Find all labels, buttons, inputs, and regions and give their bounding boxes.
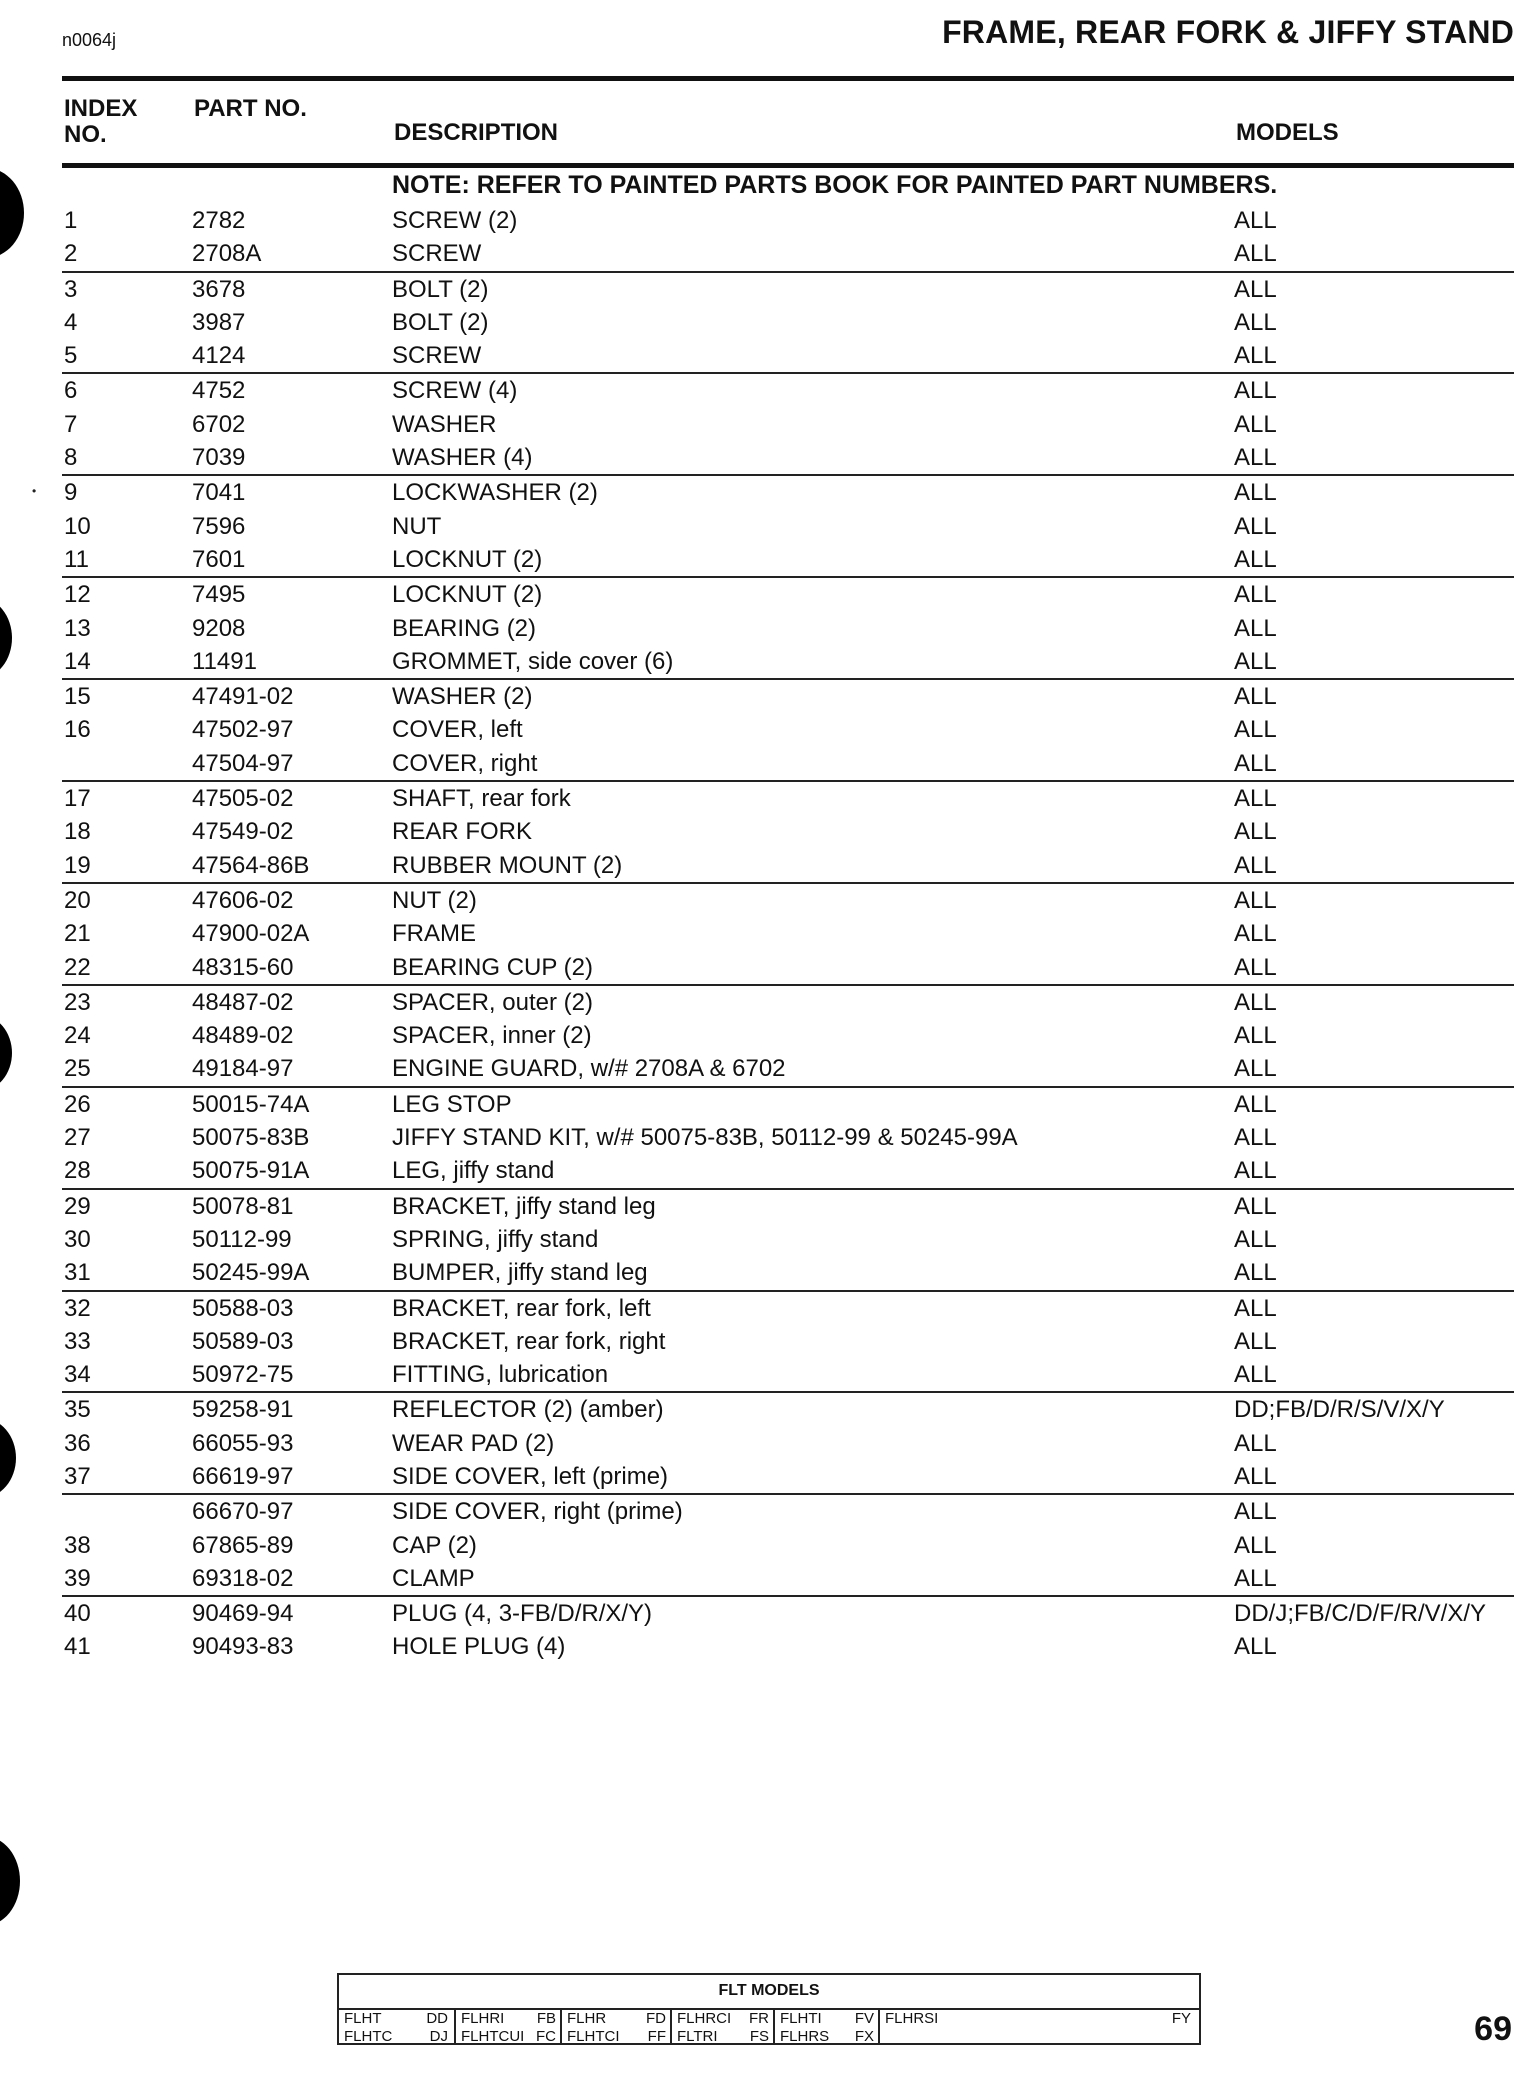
- part-number: 4752: [192, 377, 246, 405]
- part-index: 20: [64, 886, 91, 914]
- part-row: [62, 1460, 1514, 1493]
- part-row: [62, 678, 1514, 713]
- part-models: ALL: [1234, 614, 1277, 642]
- part-row: [62, 1427, 1514, 1460]
- part-index: 4: [64, 308, 78, 336]
- part-models: ALL: [1234, 1090, 1277, 1118]
- part-row: [62, 372, 1514, 407]
- part-index: 31: [64, 1259, 91, 1287]
- part-description: CAP (2): [392, 1531, 477, 1559]
- part-models: ALL: [1234, 785, 1277, 813]
- part-index: 26: [64, 1090, 91, 1118]
- part-number: 7041: [192, 479, 246, 507]
- part-number: 47549-02: [192, 818, 294, 846]
- part-row: [62, 408, 1514, 441]
- part-row: [62, 780, 1514, 815]
- part-description: WASHER (2): [392, 683, 533, 711]
- flt-model-code: FR: [749, 2010, 769, 2027]
- part-row: [62, 612, 1514, 645]
- part-row: [62, 1529, 1514, 1562]
- column-header-models: MODELS: [1236, 119, 1339, 146]
- part-index: 25: [64, 1055, 91, 1083]
- part-index: 11: [64, 545, 89, 573]
- part-description: REFLECTOR (2) (amber): [392, 1396, 664, 1424]
- part-models: ALL: [1234, 1225, 1277, 1253]
- part-row: [62, 815, 1514, 848]
- part-models: ALL: [1234, 308, 1277, 336]
- page-number: 69: [1474, 2010, 1512, 2048]
- part-models: ALL: [1234, 920, 1277, 948]
- part-description: SHAFT, rear fork: [392, 785, 571, 813]
- part-number: 48489-02: [192, 1022, 294, 1050]
- part-models: ALL: [1234, 647, 1277, 675]
- part-description: SCREW (4): [392, 377, 518, 405]
- part-models: ALL: [1234, 1124, 1277, 1152]
- part-index: 27: [64, 1124, 91, 1152]
- part-index: 33: [64, 1327, 91, 1355]
- part-row: [62, 1325, 1514, 1358]
- part-row: [62, 1562, 1514, 1595]
- binder-hole: [0, 1836, 20, 1926]
- part-models: ALL: [1234, 479, 1277, 507]
- part-models: ALL: [1234, 953, 1277, 981]
- part-number: 7601: [192, 545, 246, 573]
- part-index: 7: [64, 410, 78, 438]
- part-index: 40: [64, 1600, 91, 1628]
- part-models: ALL: [1234, 851, 1277, 879]
- part-description: CLAMP: [392, 1564, 475, 1592]
- part-index: 18: [64, 818, 91, 846]
- flt-model-name: FLHRCI: [677, 2010, 732, 2027]
- part-description: BEARING CUP (2): [392, 953, 593, 981]
- part-number: 47505-02: [192, 785, 294, 813]
- part-row: [62, 474, 1514, 509]
- part-models: ALL: [1234, 1498, 1277, 1526]
- column-header-index: INDEX NO.: [64, 95, 138, 148]
- part-models: ALL: [1234, 581, 1277, 609]
- part-models: ALL: [1234, 1531, 1277, 1559]
- part-number: 50112-99: [192, 1225, 292, 1253]
- flt-model-name: FLHT: [344, 2010, 382, 2027]
- part-row: [62, 510, 1514, 543]
- part-models: DD;FB/D/R/S/V/X/Y: [1234, 1396, 1445, 1424]
- flt-model-code: FX: [854, 2028, 874, 2045]
- part-row: [62, 1086, 1514, 1121]
- part-description: GROMMET, side cover (6): [392, 647, 674, 675]
- part-row: [62, 1256, 1514, 1289]
- part-number: 7039: [192, 444, 246, 472]
- part-number: 50589-03: [192, 1327, 294, 1355]
- part-models: ALL: [1234, 749, 1277, 777]
- part-index: 16: [64, 716, 91, 744]
- part-description: BRACKET, rear fork, right: [392, 1327, 666, 1355]
- part-description: LEG STOP: [392, 1090, 512, 1118]
- binder-hole: [0, 168, 24, 258]
- painted-parts-note: NOTE: REFER TO PAINTED PARTS BOOK FOR PAINTED PART NUMBERS.: [392, 171, 1278, 199]
- scan-speck: •: [32, 484, 37, 498]
- flt-model-name: FLHTI: [780, 2010, 822, 2027]
- flt-model-name: FLHTCUI: [461, 2028, 525, 2045]
- part-row: [62, 645, 1514, 678]
- part-description: NUT (2): [392, 886, 477, 914]
- part-models: ALL: [1234, 1361, 1277, 1389]
- part-number: 50972-75: [192, 1361, 294, 1389]
- part-description: LOCKNUT (2): [392, 581, 543, 609]
- part-index: 34: [64, 1361, 91, 1389]
- part-models: ALL: [1234, 342, 1277, 370]
- part-number: 9208: [192, 614, 246, 642]
- part-row: [62, 1391, 1514, 1426]
- flt-model-code: DD: [426, 2010, 448, 2027]
- part-models: ALL: [1234, 1259, 1277, 1287]
- part-index: 37: [64, 1462, 91, 1490]
- part-index: 36: [64, 1429, 91, 1457]
- part-models: ALL: [1234, 1633, 1277, 1661]
- part-number: 67865-89: [192, 1531, 294, 1559]
- flt-model-name: FLHR: [567, 2010, 607, 2027]
- part-row: [62, 1121, 1514, 1154]
- part-description: BRACKET, jiffy stand leg: [392, 1192, 656, 1220]
- part-index: 6: [64, 377, 78, 405]
- column-header-description: DESCRIPTION: [394, 119, 559, 146]
- part-description: SCREW (2): [392, 207, 518, 234]
- part-row: [62, 849, 1514, 882]
- part-description: COVER, right: [392, 749, 538, 777]
- part-row: [62, 1223, 1514, 1256]
- part-index: 24: [64, 1022, 91, 1050]
- part-row: [62, 1358, 1514, 1391]
- part-description: SPACER, inner (2): [392, 1022, 592, 1050]
- part-number: 59258-91: [192, 1396, 294, 1424]
- flt-models-table: [337, 1973, 1201, 2045]
- binder-hole: [0, 598, 12, 678]
- part-models: DD/J;FB/C/D/F/R/V/X/Y: [1234, 1600, 1487, 1628]
- part-row: [62, 713, 1514, 746]
- part-row: [62, 1595, 1514, 1630]
- flt-model-name: FLHRS: [780, 2028, 830, 2045]
- part-number: 50245-99A: [192, 1259, 310, 1287]
- part-number: 66670-97: [192, 1498, 294, 1526]
- part-index: 35: [64, 1396, 91, 1424]
- title-rule: [62, 76, 1514, 81]
- part-index: 9: [64, 479, 78, 507]
- part-description: LOCKWASHER (2): [392, 479, 598, 507]
- part-models: ALL: [1234, 716, 1277, 744]
- part-row: [62, 1052, 1514, 1085]
- part-row: [62, 747, 1514, 780]
- part-number: 47491-02: [192, 683, 294, 711]
- flt-model-name: FLHRI: [461, 2010, 505, 2027]
- part-description: PLUG (4, 3-FB/D/R/X/Y): [392, 1600, 653, 1628]
- binder-hole: [0, 1015, 12, 1091]
- part-index: 28: [64, 1157, 91, 1185]
- part-row: [62, 1493, 1514, 1528]
- part-index: 19: [64, 851, 91, 879]
- part-number: 48315-60: [192, 953, 294, 981]
- part-index: 32: [64, 1294, 91, 1322]
- part-number: 50075-83B: [192, 1124, 310, 1152]
- flt-models-title: FLT MODELS: [718, 1982, 820, 1999]
- part-index: 23: [64, 988, 91, 1016]
- part-number: 90493-83: [192, 1633, 294, 1661]
- part-row: [62, 1290, 1514, 1325]
- part-description: ENGINE GUARD, w/# 2708A & 6702: [392, 1055, 786, 1083]
- binder-hole: [0, 1418, 16, 1498]
- part-description: RUBBER MOUNT (2): [392, 851, 623, 879]
- part-index: 29: [64, 1192, 91, 1220]
- part-number: 69318-02: [192, 1564, 294, 1592]
- part-models: ALL: [1234, 1429, 1277, 1457]
- part-row: [62, 984, 1514, 1019]
- part-models: ALL: [1234, 410, 1277, 438]
- part-models: ALL: [1234, 1192, 1277, 1220]
- part-number: 11491: [192, 647, 257, 675]
- header-rule: [62, 163, 1514, 168]
- part-row: [62, 237, 1514, 270]
- part-models: ALL: [1234, 1157, 1277, 1185]
- part-description: SIDE COVER, right (prime): [392, 1498, 683, 1526]
- part-description: BOLT (2): [392, 275, 489, 303]
- part-row: [62, 1154, 1514, 1187]
- part-number: 3678: [192, 275, 246, 303]
- part-number: 2782: [192, 207, 246, 234]
- part-description: WEAR PAD (2): [392, 1429, 555, 1457]
- part-description: HOLE PLUG (4): [392, 1633, 566, 1661]
- flt-model-name: FLHTC: [344, 2028, 393, 2045]
- part-row: [62, 951, 1514, 984]
- flt-model-code: FV: [854, 2010, 874, 2027]
- parts-list: [62, 204, 1514, 1664]
- part-row: [62, 271, 1514, 306]
- part-row: [62, 204, 1514, 237]
- part-description: COVER, left: [392, 716, 523, 744]
- part-description: SCREW: [392, 240, 482, 268]
- part-models: ALL: [1234, 1022, 1277, 1050]
- part-models: ALL: [1234, 1327, 1277, 1355]
- part-number: 3987: [192, 308, 246, 336]
- part-row: [62, 917, 1514, 950]
- flt-model-group: [773, 2010, 880, 2043]
- part-number: 50015-74A: [192, 1090, 310, 1118]
- part-models: ALL: [1234, 377, 1277, 405]
- part-number: 50588-03: [192, 1294, 294, 1322]
- flt-model-code: FC: [536, 2028, 556, 2045]
- part-number: 2708A: [192, 240, 262, 268]
- part-number: 7596: [192, 512, 246, 540]
- part-models: ALL: [1234, 1462, 1277, 1490]
- part-row: [62, 1019, 1514, 1052]
- part-number: 6702: [192, 410, 246, 438]
- part-row: [62, 576, 1514, 611]
- part-description: BOLT (2): [392, 308, 489, 336]
- flt-model-group: [560, 2010, 672, 2043]
- part-row: [62, 1630, 1514, 1663]
- part-row: [62, 1188, 1514, 1223]
- flt-model-name: FLHRSI: [885, 2010, 939, 2027]
- part-description: NUT: [392, 512, 442, 540]
- part-row: [62, 306, 1514, 339]
- part-number: 47606-02: [192, 886, 294, 914]
- part-models: ALL: [1234, 1564, 1277, 1592]
- part-description: BUMPER, jiffy stand leg: [392, 1259, 648, 1287]
- flt-model-code: FD: [646, 2010, 666, 2027]
- part-description: WASHER (4): [392, 444, 533, 472]
- part-index: 8: [64, 444, 78, 472]
- part-description: FITTING, lubrication: [392, 1361, 609, 1389]
- part-index: 15: [64, 683, 91, 711]
- part-models: ALL: [1234, 818, 1277, 846]
- flt-model-name: FLTRI: [677, 2028, 718, 2045]
- part-models: ALL: [1234, 512, 1277, 540]
- flt-model-code: FS: [749, 2028, 769, 2045]
- part-number: 47504-97: [192, 749, 294, 777]
- part-number: 50075-91A: [192, 1157, 310, 1185]
- page-title: FRAME, REAR FORK & JIFFY STAND: [942, 14, 1514, 50]
- part-description: WASHER: [392, 410, 497, 438]
- part-number: 90469-94: [192, 1600, 294, 1628]
- part-models: ALL: [1234, 240, 1277, 268]
- part-description: SIDE COVER, left (prime): [392, 1462, 669, 1490]
- part-number: 49184-97: [192, 1055, 294, 1083]
- part-number: 66619-97: [192, 1462, 294, 1490]
- part-index: 1: [64, 207, 78, 234]
- part-description: REAR FORK: [392, 818, 533, 846]
- flt-model-code: FF: [647, 2028, 666, 2045]
- page-code: n0064j: [62, 30, 117, 50]
- part-models: ALL: [1234, 444, 1277, 472]
- flt-model-group: [878, 2010, 1197, 2043]
- part-description: SPRING, jiffy stand: [392, 1225, 599, 1253]
- part-number: 50078-81: [192, 1192, 294, 1220]
- flt-model-code: DJ: [429, 2028, 448, 2045]
- flt-model-group: [454, 2010, 562, 2043]
- part-index: 39: [64, 1564, 91, 1592]
- part-number: 47502-97: [192, 716, 294, 744]
- part-index: 41: [64, 1633, 91, 1661]
- part-models: ALL: [1234, 1055, 1277, 1083]
- part-index: 12: [64, 581, 91, 609]
- part-description: JIFFY STAND KIT, w/# 50075-83B, 50112-99 & 50245-99A: [392, 1124, 1018, 1152]
- part-index: 3: [64, 275, 78, 303]
- part-description: LOCKNUT (2): [392, 545, 543, 573]
- part-number: 7495: [192, 581, 246, 609]
- part-description: LEG, jiffy stand: [392, 1157, 555, 1185]
- part-index: 38: [64, 1531, 91, 1559]
- part-index: 5: [64, 342, 78, 370]
- part-models: ALL: [1234, 683, 1277, 711]
- part-index: 17: [64, 785, 91, 813]
- part-models: ALL: [1234, 988, 1277, 1016]
- part-models: ALL: [1234, 1294, 1277, 1322]
- flt-model-group: [670, 2010, 775, 2043]
- part-number: 47564-86B: [192, 851, 310, 879]
- part-index: 14: [64, 647, 91, 675]
- part-index: 22: [64, 953, 91, 981]
- part-description: BRACKET, rear fork, left: [392, 1294, 651, 1322]
- flt-model-name: FLHTCI: [567, 2028, 620, 2045]
- part-index: 2: [64, 240, 78, 268]
- part-index: 13: [64, 614, 91, 642]
- part-index: 21: [64, 920, 91, 948]
- part-number: 4124: [192, 342, 246, 370]
- part-description: SCREW: [392, 342, 482, 370]
- part-models: ALL: [1234, 207, 1277, 234]
- part-models: ALL: [1234, 545, 1277, 573]
- flt-model-group: [339, 2010, 454, 2043]
- part-row: [62, 441, 1514, 474]
- part-row: [62, 882, 1514, 917]
- part-number: 48487-02: [192, 988, 294, 1016]
- part-index: 30: [64, 1225, 91, 1253]
- part-description: FRAME: [392, 920, 476, 948]
- part-row: [62, 339, 1514, 372]
- part-description: SPACER, outer (2): [392, 988, 593, 1016]
- part-description: BEARING (2): [392, 614, 537, 642]
- part-index: 10: [64, 512, 91, 540]
- part-models: ALL: [1234, 275, 1277, 303]
- part-row: [62, 543, 1514, 576]
- column-header-part: PART NO.: [194, 95, 307, 122]
- flt-model-code: FY: [1171, 2010, 1191, 2027]
- part-number: 66055-93: [192, 1429, 294, 1457]
- flt-model-code: FB: [536, 2010, 556, 2027]
- part-number: 47900-02A: [192, 920, 310, 948]
- part-models: ALL: [1234, 886, 1277, 914]
